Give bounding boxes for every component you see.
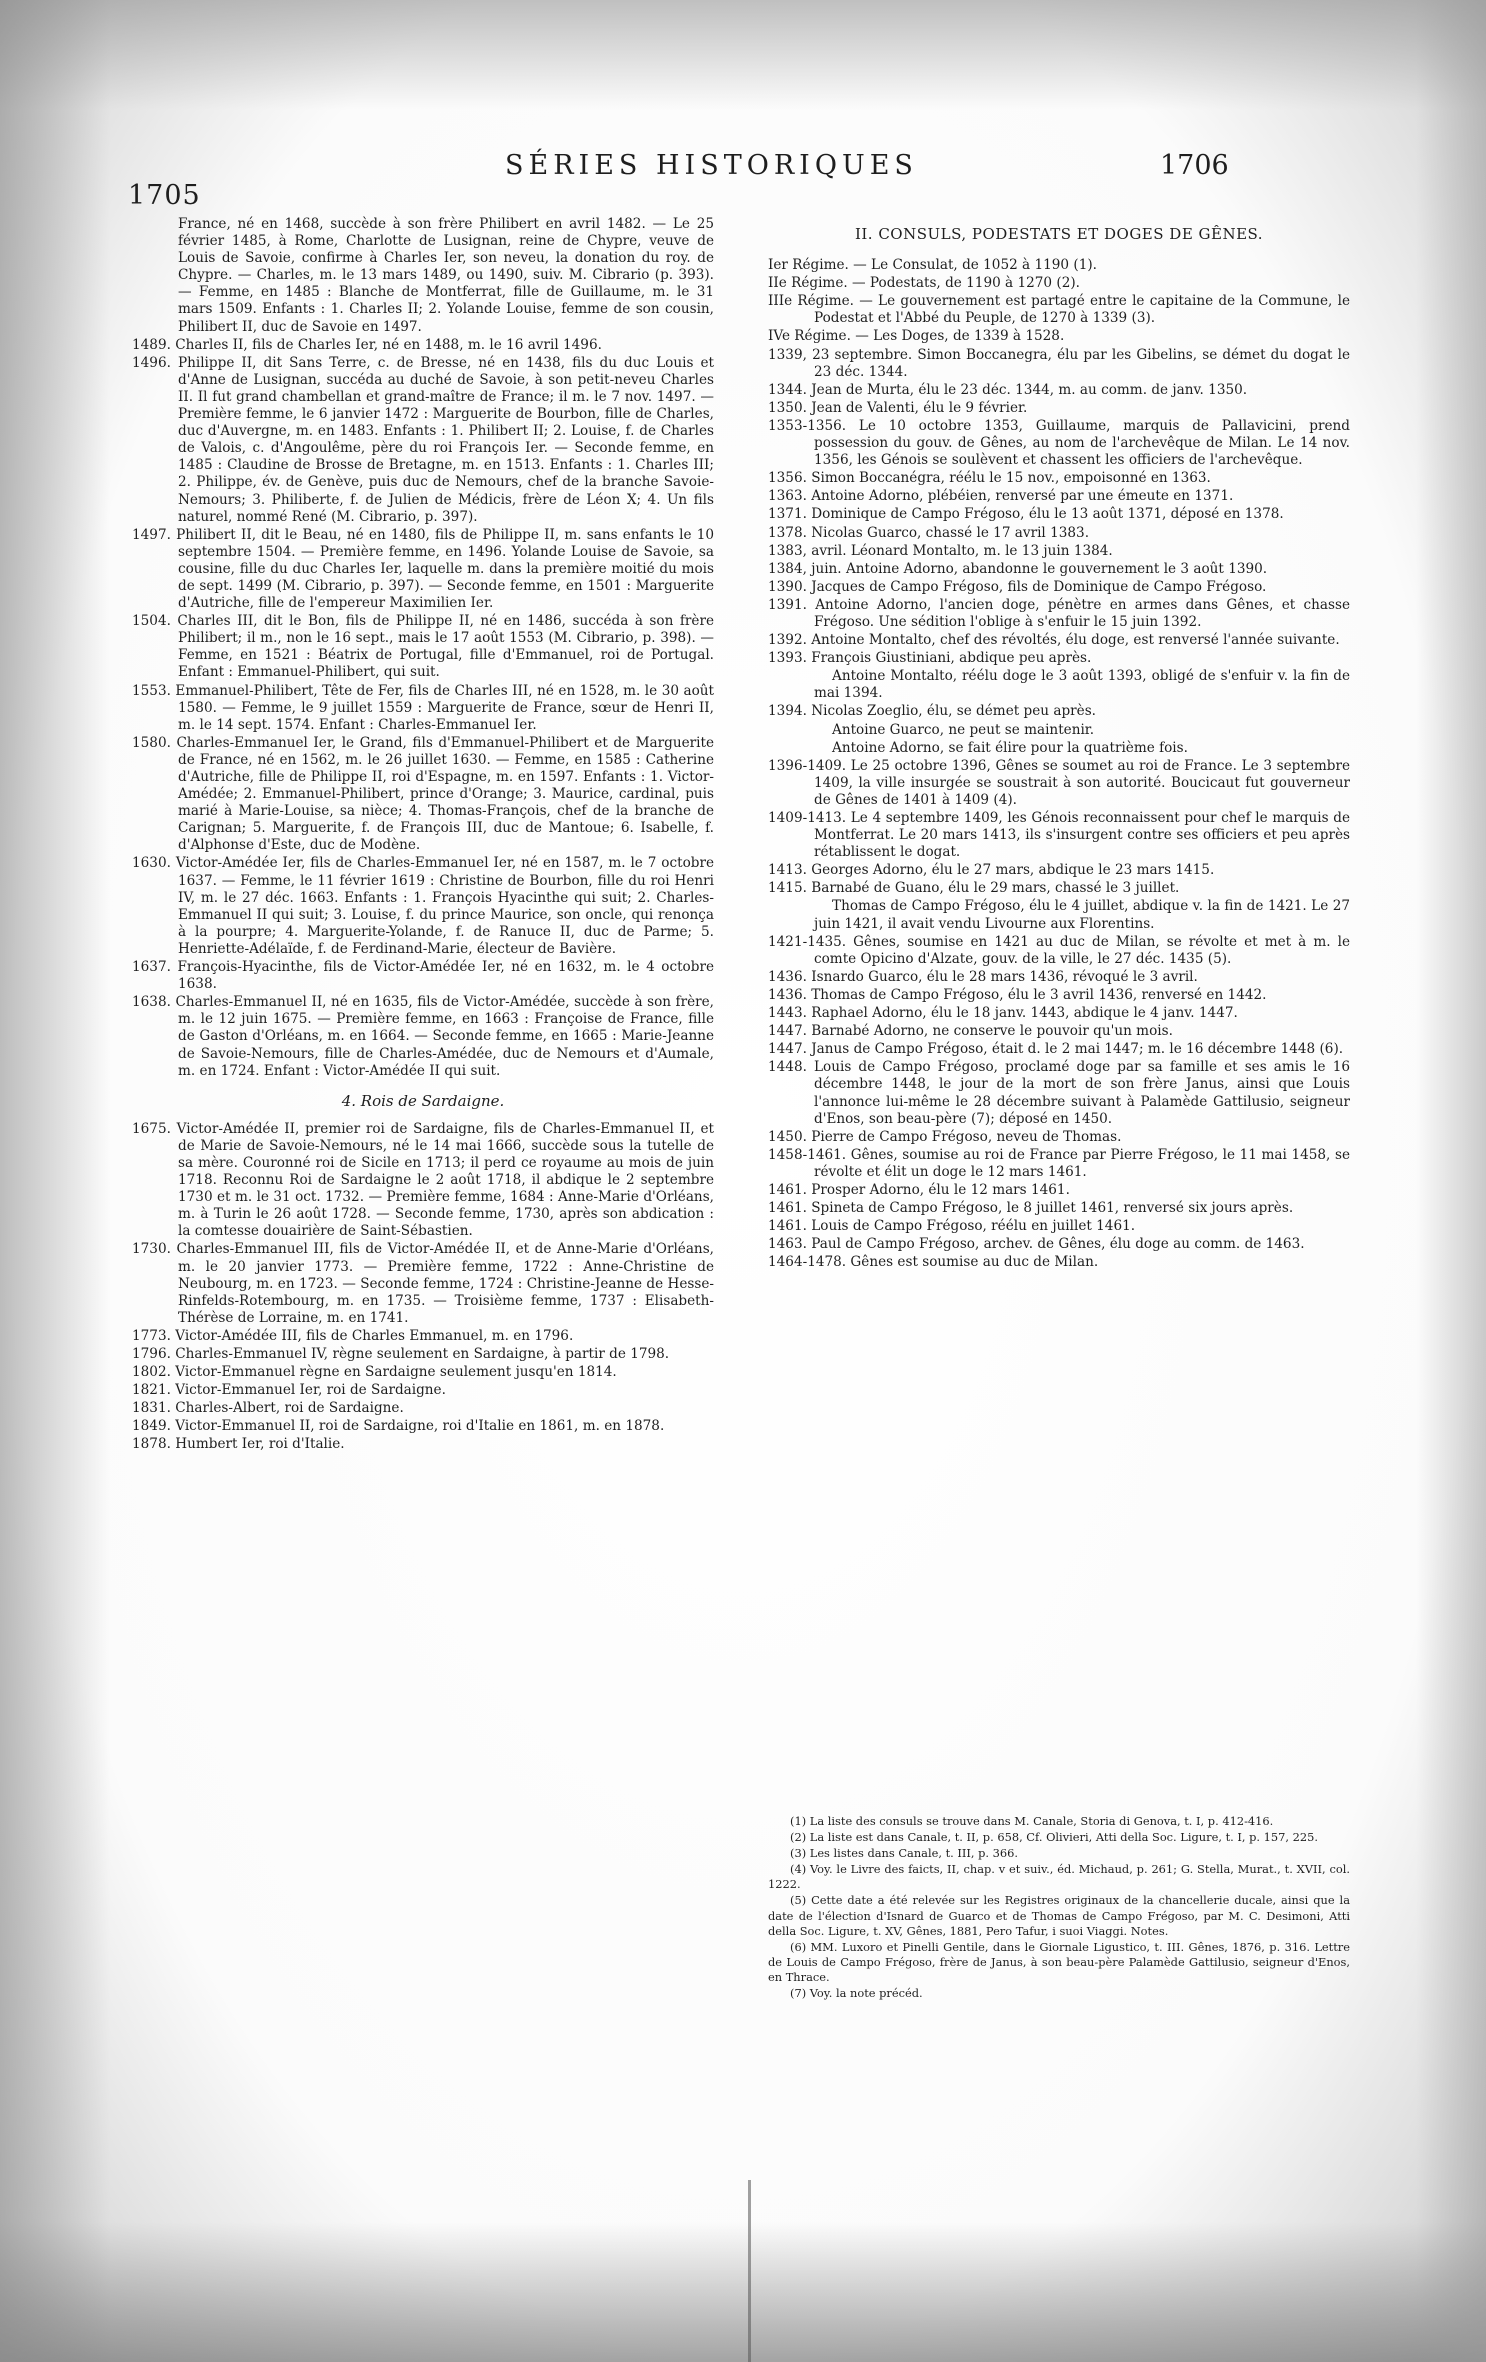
- entry-1353: 1353-1356. Le 10 octobre 1353, Guillaume, marquis de Pallavicini, prend possession du gouv. de Gênes, au nom de l'archevêque de Milan. Le 14 nov. 1356, les Génois se soulèvent et chassent les officiers de l'archevêque.: [768, 417, 1350, 469]
- entry-1356: 1356. Simon Boccanégra, réélu le 15 nov., empoisonné en 1363.: [768, 470, 1211, 487]
- entry-1350: 1350. Jean de Valenti, élu le 9 février.: [768, 399, 1028, 416]
- binding-fold-mark: [748, 2180, 751, 2362]
- entry-1447a: 1447. Barnabé Adorno, ne conserve le pouvoir qu'un mois.: [768, 1023, 1173, 1040]
- entry-1393: 1393. François Giustiniani, abdique peu après.: [768, 650, 1092, 667]
- regime-2: IIe Régime. — Podestats, de 1190 à 1270 (2).: [768, 275, 1080, 292]
- regime-4: IVe Régime. — Les Doges, de 1339 à 1528.: [768, 328, 1065, 345]
- footnote-3: (3) Les listes dans Canale, t. III, p. 366.: [790, 1846, 1019, 1861]
- footnote-1: (1) La liste des consuls se trouve dans M. Canale, Storia di Genova, t. I, p. 412-416.: [790, 1814, 1274, 1828]
- entry-1496: 1496. Philippe II, dit Sans Terre, c. de Bresse, né en 1438, fils du duc Louis et d'Anne de Lusignan, succéda au duché de Savoie, à son petit-neveu Charles II. Il fut grand chambellan et grand-maître de France; il m. le 7 nov. 1497. — Première femme, le 6 janvier 1472 : Marguerite de Bourbon, fille de Charles, duc d'Auvergne, m. en 1483. Enfants : 1. Philibert II; 2. Louise, f. de Charles de Valois, c. d'Angoulême, père du roi François Ier. — Seconde femme, en 1485 : Claudine de Brosse de Bretagne, m. en 1513. Enfants : 1. Charles III; 2. Philippe, év. de Genève, puis duc de Nemours, chef de la branche Savoie-Nemours; 3. Philiberte, f. de Julien de Médicis, frère de Léon X; 4. Un fils naturel, nommé René (M. Cibrario, p. 397).: [132, 354, 714, 525]
- page-number-left: 1705: [128, 180, 201, 211]
- entry-1378: 1378. Nicolas Guarco, chassé le 17 avril 1383.: [768, 524, 1090, 541]
- entry-1383: 1383, avril. Léonard Montalto, m. le 13 juin 1384.: [768, 542, 1113, 559]
- entry-1773: 1773. Victor-Amédée III, fils de Charles Emmanuel, m. en 1796.: [132, 1327, 574, 1344]
- entry-1392: 1392. Antoine Montalto, chef des révoltés, élu doge, est renversé l'année suivante.: [768, 632, 1340, 649]
- subentry-guarco: Antoine Guarco, ne peut se maintenir.: [832, 721, 1095, 738]
- page-number-right: 1706: [1160, 150, 1229, 181]
- entry-1461b: 1461. Spineta de Campo Frégoso, le 8 juillet 1461, renversé six jours après.: [768, 1200, 1294, 1217]
- regime-3: IIIe Régime. — Le gouvernement est partagé entre le capitaine de la Commune, le Podestat et l'Abbé du Peuple, de 1270 à 1339 (3).: [768, 293, 1350, 327]
- entry-1390: 1390. Jacques de Campo Frégoso, fils de Dominique de Campo Frégoso.: [768, 578, 1267, 595]
- entry-1796: 1796. Charles-Emmanuel IV, règne seulement en Sardaigne, à partir de 1798.: [132, 1346, 670, 1362]
- entry-1339: 1339, 23 septembre. Simon Boccanegra, élu par les Gibelins, se démet du dogat le 23 déc. 1344.: [768, 346, 1350, 380]
- entry-1675: 1675. Victor-Amédée II, premier roi de Sardaigne, fils de Charles-Emmanuel II, et de Marie de Savoie-Nemours, né le 14 mai 1666, succède sous la tutelle de sa mère. Couronné roi de Sicile en 1713; il perd ce royaume au mois de juin 1718. Reconnu Roi de Sardaigne le 2 août 1718, il abdique le 2 septembre 1730 et m. le 31 oct. 1732. — Première femme, 1684 : Anne-Marie d'Orléans, m. à Turin le 26 août 1728. — Seconde femme, 1730, après son abdication : la comtesse douairière de Saint-Sébastien.: [132, 1120, 714, 1240]
- entry-1849: 1849. Victor-Emmanuel II, roi de Sardaigne, roi d'Italie en 1861, m. en 1878.: [132, 1418, 665, 1435]
- entry-1463: 1463. Paul de Campo Frégoso, archev. de Gênes, élu doge au comm. de 1463.: [768, 1236, 1305, 1253]
- scan-shadow-right: [1416, 0, 1486, 2362]
- footnote-5: (5) Cette date a été relevée sur les Registres originaux de la chancellerie ducale, ainsi que la date de l'élection d'Isnard de Guarco et de Thomas de Campo Frégoso, par M. C. Desimoni, Atti della Soc. Ligure, t. XV, Gênes, 1881, Pero Tafur, i suoi Viaggi. Notes.: [768, 1893, 1350, 1938]
- entry-1436a: 1436. Isnardo Guarco, élu le 28 mars 1436, révoqué le 3 avril.: [768, 968, 1198, 985]
- scan-shadow-bottom: [0, 2222, 1486, 2362]
- subentry-fregoso: Thomas de Campo Frégoso, élu le 4 juillet, abdique v. la fin de 1421. Le 27 juin 1421, il avait vendu Livourne aux Florentins.: [814, 898, 1350, 932]
- scan-shadow-top: [0, 0, 1486, 110]
- entry-1553: 1553. Emmanuel-Philibert, Tête de Fer, fils de Charles III, né en 1528, m. le 30 août 1580. — Femme, le 9 juillet 1559 : Marguerite de France, sœur de Henri II, m. le 14 sept. 1574. Enfant : Charles-Emmanuel Ier.: [132, 682, 714, 733]
- entry-1630: 1630. Victor-Amédée Ier, fils de Charles-Emmanuel Ier, né en 1587, m. le 7 octobre 1637. — Femme, le 11 février 1619 : Christine de Bourbon, fille du roi Henri IV, m. le 27 déc. 1663. Enfants : 1. François Hyacinthe qui suit; 2. Charles-Emmanuel II qui suit; 3. Louise, f. du prince Maurice, son oncle, qui renonça à la pourpre; 4. Marguerite-Yolande, f. de Ranuce II, duc de Parme; 5. Henriette-Adélaïde, f. de Ferdinand-Marie, électeur de Bavière.: [132, 855, 714, 957]
- footnote-6: (6) MM. Luxoro et Pinelli Gentile, dans le Giornale Ligustico, t. III. Gênes, 1876, p. 316. Lettre de Louis de Campo Frégoso, frère de Janus, à son beau-père Palamède Gattilusio, seigneur d'Enos, en Thrace.: [768, 1939, 1350, 1984]
- entry-1504: 1504. Charles III, dit le Bon, fils de Philippe II, né en 1486, succéda à son frère Philibert; il m., non le 16 sept., mais le 17 août 1553 (M. Cibrario, p. 398). — Femme, en 1521 : Béatrix de Portugal, fille d'Emmanuel, roi de Portugal. Enfant : Emmanuel-Philibert, qui suit.: [132, 613, 714, 681]
- entry-1396: 1396-1409. Le 25 octobre 1396, Gênes se soumet au roi de France. Le 3 septembre 1409, la ville insurgée se soustrait à son autorité. Boucicaut fut gouverneur de Gênes de 1401 à 1409 (4).: [768, 757, 1350, 808]
- entry-1413: 1413. Georges Adorno, élu le 27 mars, abdique le 23 mars 1415.: [768, 862, 1215, 879]
- footnotes: [768, 1814, 1350, 2002]
- entry-1821: 1821. Victor-Emmanuel Ier, roi de Sardaigne.: [132, 1382, 446, 1399]
- entry-1344: 1344. Jean de Murta, élu le 23 déc. 1344, m. au comm. de janv. 1350.: [768, 381, 1248, 398]
- savoy-intro-paragraph: France, né en 1468, succède à son frère Philibert en avril 1482. — Le 25 février 1485, à Rome, Charlotte de Lusignan, reine de Chypre, veuve de Louis de Savoie, confirme à Charles Ier, son neveu, la donation du roy. de Chypre. — Charles, m. le 13 mars 1489, ou 1490, suiv. M. Cibrario (p. 393). — Femme, en 1485 : Blanche de Montferrat, fille de Guillaume, m. le 31 mars 1509. Enfants : 1. Charles II; 2. Yolande Louise, femme de son cousin, Philibert II, duc de Savoie en 1497.: [178, 216, 714, 335]
- entry-1436b: 1436. Thomas de Campo Frégoso, élu le 3 avril 1436, renversé en 1442.: [768, 986, 1267, 1003]
- entry-1384: 1384, juin. Antoine Adorno, abandonne le gouvernement le 3 août 1390.: [768, 560, 1268, 577]
- entry-1394: 1394. Nicolas Zoeglio, élu, se démet peu après.: [768, 703, 1096, 720]
- entry-1371: 1371. Dominique de Campo Frégoso, élu le 13 août 1371, déposé en 1378.: [768, 506, 1284, 523]
- right-column: [768, 216, 1350, 1272]
- section-title-sardinia: 4. Rois de Sardaigne.: [341, 1091, 505, 1110]
- footnote-7: (7) Voy. la note précéd.: [790, 1986, 923, 2001]
- entry-1450: 1450. Pierre de Campo Frégoso, neveu de Thomas.: [768, 1128, 1122, 1145]
- entry-1580: 1580. Charles-Emmanuel Ier, le Grand, fils d'Emmanuel-Philibert et de Marguerite de France, né en 1562, m. le 26 juillet 1630. — Femme, en 1585 : Catherine d'Autriche, fille de Philippe II, roi d'Espagne, m. en 1597. Enfants : 1. Victor-Amédée; 2. Emmanuel-Philibert, prince d'Orange; 3. Maurice, cardinal, puis marié à Marie-Louise, sa nièce; 4. Thomas-François, chef de la branche de Carignan; 5. Marguerite, f. de François III, duc de Mantoue; 6. Isabelle, f. d'Alphonse d'Este, duc de Modène.: [132, 734, 714, 854]
- subentry-adorno: Antoine Adorno, se fait élire pour la quatrième fois.: [832, 739, 1188, 756]
- entry-1831: 1831. Charles-Albert, roi de Sardaigne.: [132, 1400, 404, 1417]
- entry-1637: 1637. François-Hyacinthe, fils de Victor-Amédée Ier, né en 1632, m. le 4 octobre 1638.: [132, 959, 714, 993]
- entry-1464: 1464-1478. Gênes est soumise au duc de Milan.: [768, 1254, 1099, 1271]
- regime-1: Ier Régime. — Le Consulat, de 1052 à 1190 (1).: [768, 257, 1097, 274]
- entry-1802: 1802. Victor-Emmanuel règne en Sardaigne seulement jusqu'en 1814.: [132, 1364, 617, 1381]
- entry-1461c: 1461. Louis de Campo Frégoso, réélu en juillet 1461.: [768, 1218, 1136, 1235]
- entry-1415: 1415. Barnabé de Guano, élu le 29 mars, chassé le 3 juillet.: [768, 880, 1180, 897]
- entry-1638: 1638. Charles-Emmanuel II, né en 1635, fils de Victor-Amédée, succède à son frère, m. le 12 juin 1675. — Première femme, en 1663 : Françoise de France, fille de Gaston d'Orléans, m. en 1664. — Seconde femme, en 1665 : Marie-Jeanne de Savoie-Nemours, fille de Charles-Amédée, duc de Nemours et d'Aumale, m. en 1724. Enfant : Victor-Amédée II qui suit.: [132, 994, 714, 1079]
- entry-1447b: 1447. Janus de Campo Frégoso, était d. le 2 mai 1447; m. le 16 décembre 1448 (6).: [768, 1041, 1344, 1058]
- page-header: [0, 150, 1486, 211]
- subentry-montalto: Antoine Montalto, réélu doge le 3 août 1393, obligé de s'enfuir v. la fin de mai 1394.: [814, 668, 1350, 702]
- entry-1458: 1458-1461. Gênes, soumise au roi de France par Pierre Frégoso, le 11 mai 1458, se révolte et élit un doge le 12 mars 1461.: [768, 1146, 1350, 1180]
- footnote-4: (4) Voy. le Livre des faicts, II, chap. v et suiv., éd. Michaud, p. 261; G. Stella, Murat., t. XVII, col. 1222.: [768, 1862, 1350, 1892]
- entry-1497: 1497. Philibert II, dit le Beau, né en 1480, fils de Philippe II, m. sans enfants le 10 septembre 1504. — Première femme, en 1496. Yolande Louise de Savoie, sa cousine, fille du duc Charles Ier, laquelle m. dans la première moitié du mois de sept. 1499 (M. Cibrario, p. 397). — Seconde femme, en 1501 : Marguerite d'Autriche, fille de l'empereur Maximilien Ier.: [132, 526, 714, 612]
- entry-1409: 1409-1413. Le 4 septembre 1409, les Génois reconnaissent pour chef le marquis de Montferrat. Le 20 mars 1413, ils s'insurgent contre ses officiers et peu après rétablissent le dogat.: [768, 810, 1350, 861]
- entry-1489: 1489. Charles II, fils de Charles Ier, né en 1488, m. le 16 avril 1496.: [132, 336, 602, 353]
- running-title: SÉRIES HISTORIQUES: [505, 150, 918, 181]
- scan-shadow-left: [0, 0, 110, 2362]
- entry-1878: 1878. Humbert Ier, roi d'Italie.: [132, 1436, 345, 1453]
- entry-1730: 1730. Charles-Emmanuel III, fils de Victor-Amédée II, et de Anne-Marie d'Orléans, m. le 20 janvier 1773. — Première femme, 1722 : Anne-Christine de Neubourg, m. en 1723. — Seconde femme, 1724 : Christine-Jeanne de Hesse-Rinfelds-Rotembourg, m. en 1735. — Troisième femme, 1737 : Elisabeth-Thérèse de Lorraine, m. en 1741.: [132, 1241, 714, 1326]
- entry-1391: 1391. Antoine Adorno, l'ancien doge, pénètre en armes dans Gênes, et chasse Frégoso. Une sédition l'oblige à s'enfuir le 15 juin 1392.: [768, 596, 1350, 630]
- section-title-genoa: II. CONSULS, PODESTATS ET DOGES DE GÊNES.: [854, 225, 1264, 243]
- footnote-2: (2) La liste est dans Canale, t. II, p. 658, Cf. Olivieri, Atti della Soc. Ligure, t. I, p. 157, 225.: [790, 1830, 1319, 1845]
- entry-1448: 1448. Louis de Campo Frégoso, proclamé doge par sa famille et ses amis le 16 décembre 1448, le jour de la mort de son frère Janus, ainsi que Louis l'annonce lui-même le 28 décembre suivant à Palamède Gattilusio, seigneur d'Enos, son beau-père (7); déposé en 1450.: [768, 1059, 1350, 1127]
- entry-1443: 1443. Raphael Adorno, élu le 18 janv. 1443, abdique le 4 janv. 1447.: [768, 1005, 1238, 1022]
- left-column: [132, 216, 714, 1455]
- entry-1461a: 1461. Prosper Adorno, élu le 12 mars 1461.: [768, 1181, 1070, 1198]
- entry-1363: 1363. Antoine Adorno, plébéien, renversé par une émeute en 1371.: [768, 488, 1234, 505]
- entry-1421: 1421-1435. Gênes, soumise en 1421 au duc de Milan, se révolte et met à m. le comte Opicino d'Alzate, gouv. de la ville, le 27 déc. 1435 (5).: [768, 933, 1350, 967]
